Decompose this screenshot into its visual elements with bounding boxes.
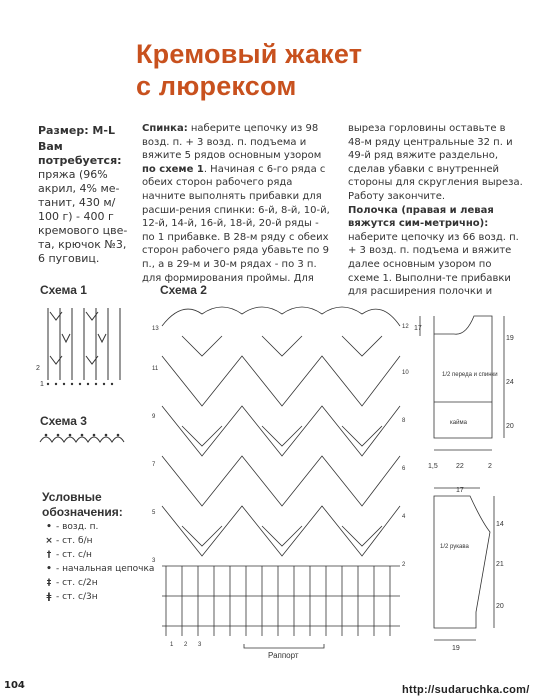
svg-text:13: 13 <box>152 326 159 332</box>
svg-text:4: 4 <box>402 514 406 520</box>
svg-text:9: 9 <box>152 414 156 420</box>
scheme-3-diagram <box>38 430 128 446</box>
needs-label: Вам потребуется: <box>38 140 122 167</box>
svg-text:3: 3 <box>198 642 202 648</box>
back-front-label: 1/2 переда и спинки <box>442 372 498 378</box>
svg-text:11: 11 <box>152 366 159 372</box>
page-number: 104 <box>4 680 25 691</box>
svg-text:17: 17 <box>414 325 422 332</box>
svg-text:22: 22 <box>456 463 464 470</box>
legend-item: ‡ - ст. с/2н <box>46 578 98 588</box>
rapport-label: Раппорт <box>268 651 299 660</box>
instructions-column-2: выреза горловины оставьте в 48-м ряду центральные 32 п. и 49-й ряд вяжите раздельно, сделав убавки с внутренней стороны для скругления выреза. Работу закончите. Полочка (правая и левая вяжутся сим-метрично): наберите цепочку из 66 возд. п. + 3 возд. п. подъема и вяжите далее основным узором по схеме 1. Выполни-те прибавки для расширения полочки и <box>348 123 523 298</box>
svg-text:12: 12 <box>402 324 409 330</box>
legend <box>42 490 154 604</box>
legend-item: † - ст. с/н <box>46 550 92 560</box>
materials-sidebar <box>38 124 133 266</box>
svg-text:1: 1 <box>170 642 174 648</box>
legend-item: ǂ - ст. с/3н <box>46 592 98 602</box>
svg-text:2: 2 <box>488 463 492 470</box>
svg-text:24: 24 <box>506 379 514 386</box>
band-label: кайма <box>450 420 467 426</box>
scheme-1-label: Схема 1 <box>40 283 87 297</box>
scheme-3-label: Схема 3 <box>40 414 87 428</box>
svg-text:1: 1 <box>40 381 44 388</box>
size-label: Размер: M-L <box>38 124 115 137</box>
svg-text:10: 10 <box>402 370 409 376</box>
svg-text:6: 6 <box>402 466 406 472</box>
scheme-1-diagram <box>36 298 126 388</box>
svg-text:7: 7 <box>152 462 156 468</box>
svg-text:2: 2 <box>184 642 188 648</box>
svg-text:1,5: 1,5 <box>428 463 438 470</box>
back-front-pattern <box>414 306 526 476</box>
svg-text:14: 14 <box>496 521 504 528</box>
legend-heading: Условные обозначения: <box>42 490 123 519</box>
svg-text:19: 19 <box>506 335 514 342</box>
legend-item: • - возд. п. <box>46 522 99 532</box>
legend-item: • - начальная цепочка <box>46 564 155 574</box>
sleeve-label: 1/2 рукава <box>440 544 469 550</box>
svg-text:19: 19 <box>452 645 460 652</box>
svg-text:21: 21 <box>496 561 504 568</box>
sleeve-pattern <box>420 482 526 652</box>
svg-text:3: 3 <box>152 558 156 564</box>
svg-text:17: 17 <box>456 487 464 494</box>
watermark-url: http://sudaruchka.com/ <box>402 684 530 696</box>
materials-text: пряжа (96% акрил, 4% ме-танит, 430 м/ 100 г) - 400 г кремового цве-та, крючок №3, 6 пуговиц. <box>38 168 128 265</box>
svg-text:8: 8 <box>402 418 406 424</box>
svg-text:2: 2 <box>36 365 40 372</box>
scheme-2-label: Схема 2 <box>160 283 207 297</box>
instructions-column-1: Спинка: наберите цепочку из 98 возд. п. + 3 возд. п. подъема и вяжите 5 рядов основным узором по схеме 1. Начиная с 6-го ряда с обеих сторон рабочего ряда начните выполнять прибавки для расши-рения спинки: 6-й, 8-й, 10-й, 12-й, 14-й, 16-й, 18-й, 20-й ряды - по 1 прибавке. В 28-м ряду с обеих сторон рабочего ряда убавьте по 9 п., а в 29-м и 30-м рядах - по 3 п. для формирования проймы. Для <box>142 123 330 284</box>
scheme-2-diagram <box>152 296 408 660</box>
svg-text:2: 2 <box>402 562 406 568</box>
svg-text:20: 20 <box>506 423 514 430</box>
svg-text:5: 5 <box>152 510 156 516</box>
article-title: Кремовый жакет с люрексом <box>136 39 363 101</box>
legend-item: × - ст. б/н <box>45 536 93 546</box>
svg-text:20: 20 <box>496 603 504 610</box>
